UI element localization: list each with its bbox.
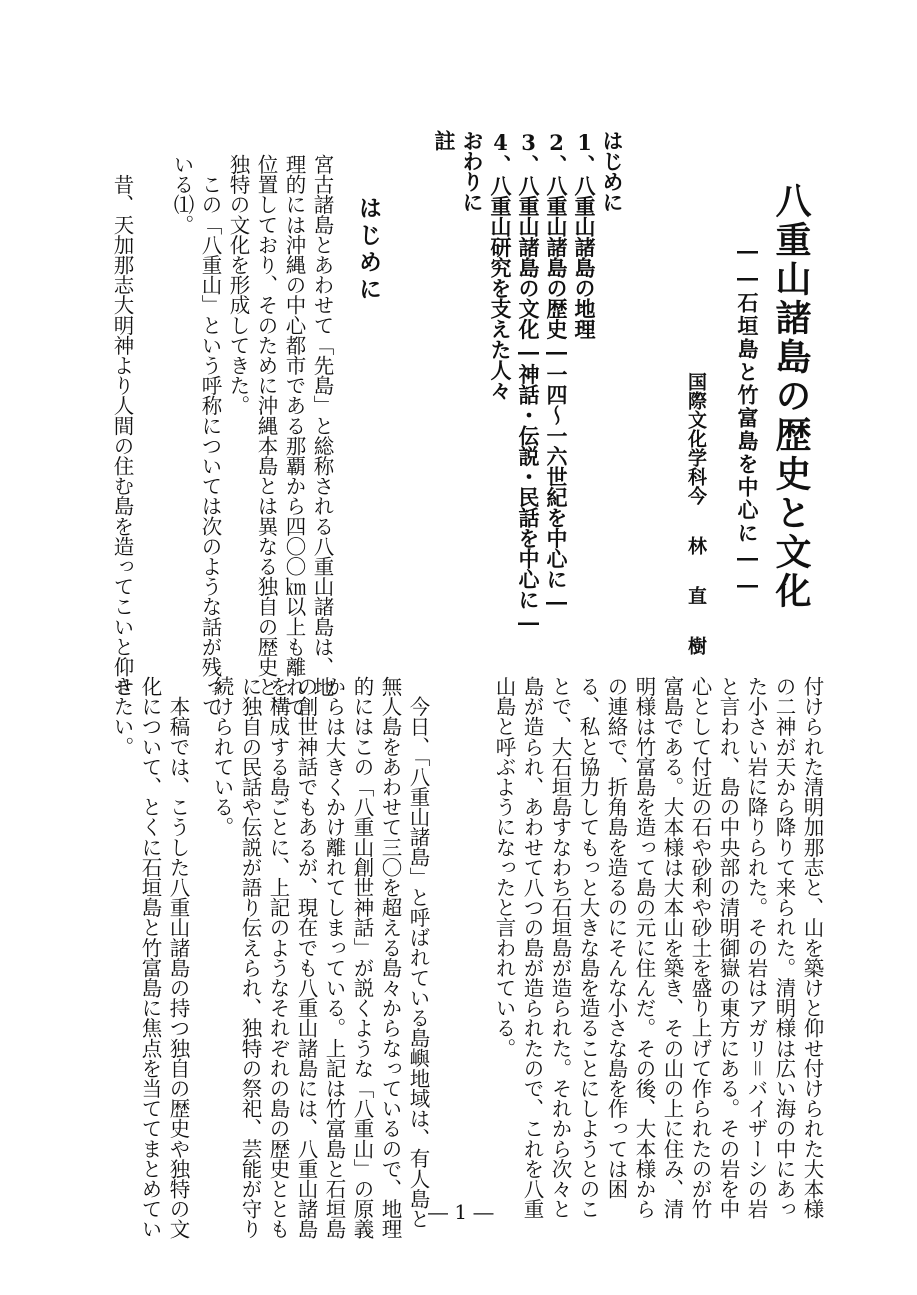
- author-name: 今 林 直 樹: [685, 486, 707, 661]
- article-title: 八重山諸島の歴史と文化: [770, 182, 812, 611]
- text-line: 宮古諸島とあわせて「先島」と総称される八重山諸島は、地: [310, 154, 334, 697]
- text-line: る、私と協力してもっと大きな島を造ることにしようとのこ: [576, 676, 600, 1219]
- text-line: 島が造られ、あわせて八つの島が造られたので、これを八重: [520, 676, 544, 1219]
- text-line: 化について、とくに石垣島と竹富島に焦点を当ててまとめてい: [138, 676, 162, 1239]
- toc-item: 1、八重山諸島の地理: [572, 130, 597, 339]
- text-line: からは大きくかけ離れてしまっている。上記は竹富島と石垣島: [322, 676, 346, 1239]
- text-line: と言われ、島の中央部の清明御嶽の東方にある。その岩を中: [716, 676, 740, 1219]
- text-line: の連絡で、折角島を造るのにそんな小さな島を作っては困: [604, 676, 628, 1199]
- toc-item: 3、八重山諸島の文化―神話・伝説・民話を中心に―: [516, 130, 541, 634]
- text-line: 的にはこの「八重山創世神話」が説くような「八重山」の原義: [350, 676, 374, 1239]
- page-number: ― 1 ―: [428, 1200, 494, 1224]
- text-line: た小さい岩に降りられた。その岩はアガリ＝バイザーシの岩: [744, 676, 768, 1219]
- author-affiliation: 国際文化学科: [685, 372, 707, 486]
- text-line: この「八重山」という呼称については次のような話が残って: [198, 154, 222, 717]
- text-line: 今日、「八重山諸島」と呼ばれている島嶼地域は、有人島と: [406, 676, 430, 1229]
- text-line: 山島と呼ぶようになったと言われている。: [492, 676, 516, 1058]
- toc-item: 註: [432, 130, 457, 151]
- text-line: きたい。: [110, 676, 134, 757]
- toc-item: おわりに: [460, 130, 485, 212]
- text-line: とで、大石垣島すなわち石垣島が造られた。それから次々と: [548, 676, 572, 1219]
- text-line: いる⑴。: [170, 154, 194, 235]
- toc-item: 2、八重山諸島の歴史―一四～一六世紀を中心に―: [544, 130, 569, 614]
- toc-item: 4、八重山研究を支えた人々: [488, 130, 513, 401]
- text-line: 独特の文化を形成してきた。: [226, 154, 250, 416]
- text-line: 続けられている。: [210, 676, 234, 837]
- text-line: 昔、天加那志大明神より人間の住む島を造ってこいと仰せ: [110, 154, 134, 697]
- text-line: 位置しており、そのために沖縄本島とは異なる独自の歴史と、: [254, 154, 278, 717]
- text-line: 明様は竹富島を造って島の元に住んだ。その後、大本様から: [632, 676, 656, 1219]
- text-line: 理的には沖縄の中心都市である那覇から四〇〇㎞以上も離れて: [282, 154, 306, 717]
- text-line: の二神が天から降りて来られた。清明様は広い海の中にあっ: [772, 676, 796, 1219]
- text-line: 無人島をあわせて三〇を超える島々からなっているので、地理: [378, 676, 402, 1239]
- text-line: に独自の民話や伝説が語り伝えられ、独特の祭祀、芸能が守り: [238, 676, 262, 1239]
- text-line: 心として付近の石や砂利や砂土を盛り上げて作られたのが竹: [688, 676, 712, 1219]
- article-subtitle: ――石垣島と竹富島を中心に――: [735, 238, 760, 599]
- toc-item: はじめに: [600, 130, 625, 212]
- text-line: の創世神話でもあるが、現在でも八重山諸島には、八重山諸島: [294, 676, 318, 1239]
- text-line: 富島である。大本様は大本山を築き、その山の上に住み、清: [660, 676, 684, 1219]
- text-line: を構成する島ごとに、上記のようなそれぞれの島の歴史ととも: [266, 676, 290, 1239]
- text-line: 付けられた清明加那志と、山を築けと仰せ付けられた大本様: [800, 676, 824, 1219]
- text-line: 本稿では、こうした八重山諸島の持つ独自の歴史や独特の文: [166, 676, 190, 1239]
- section-heading: はじめに: [355, 196, 382, 304]
